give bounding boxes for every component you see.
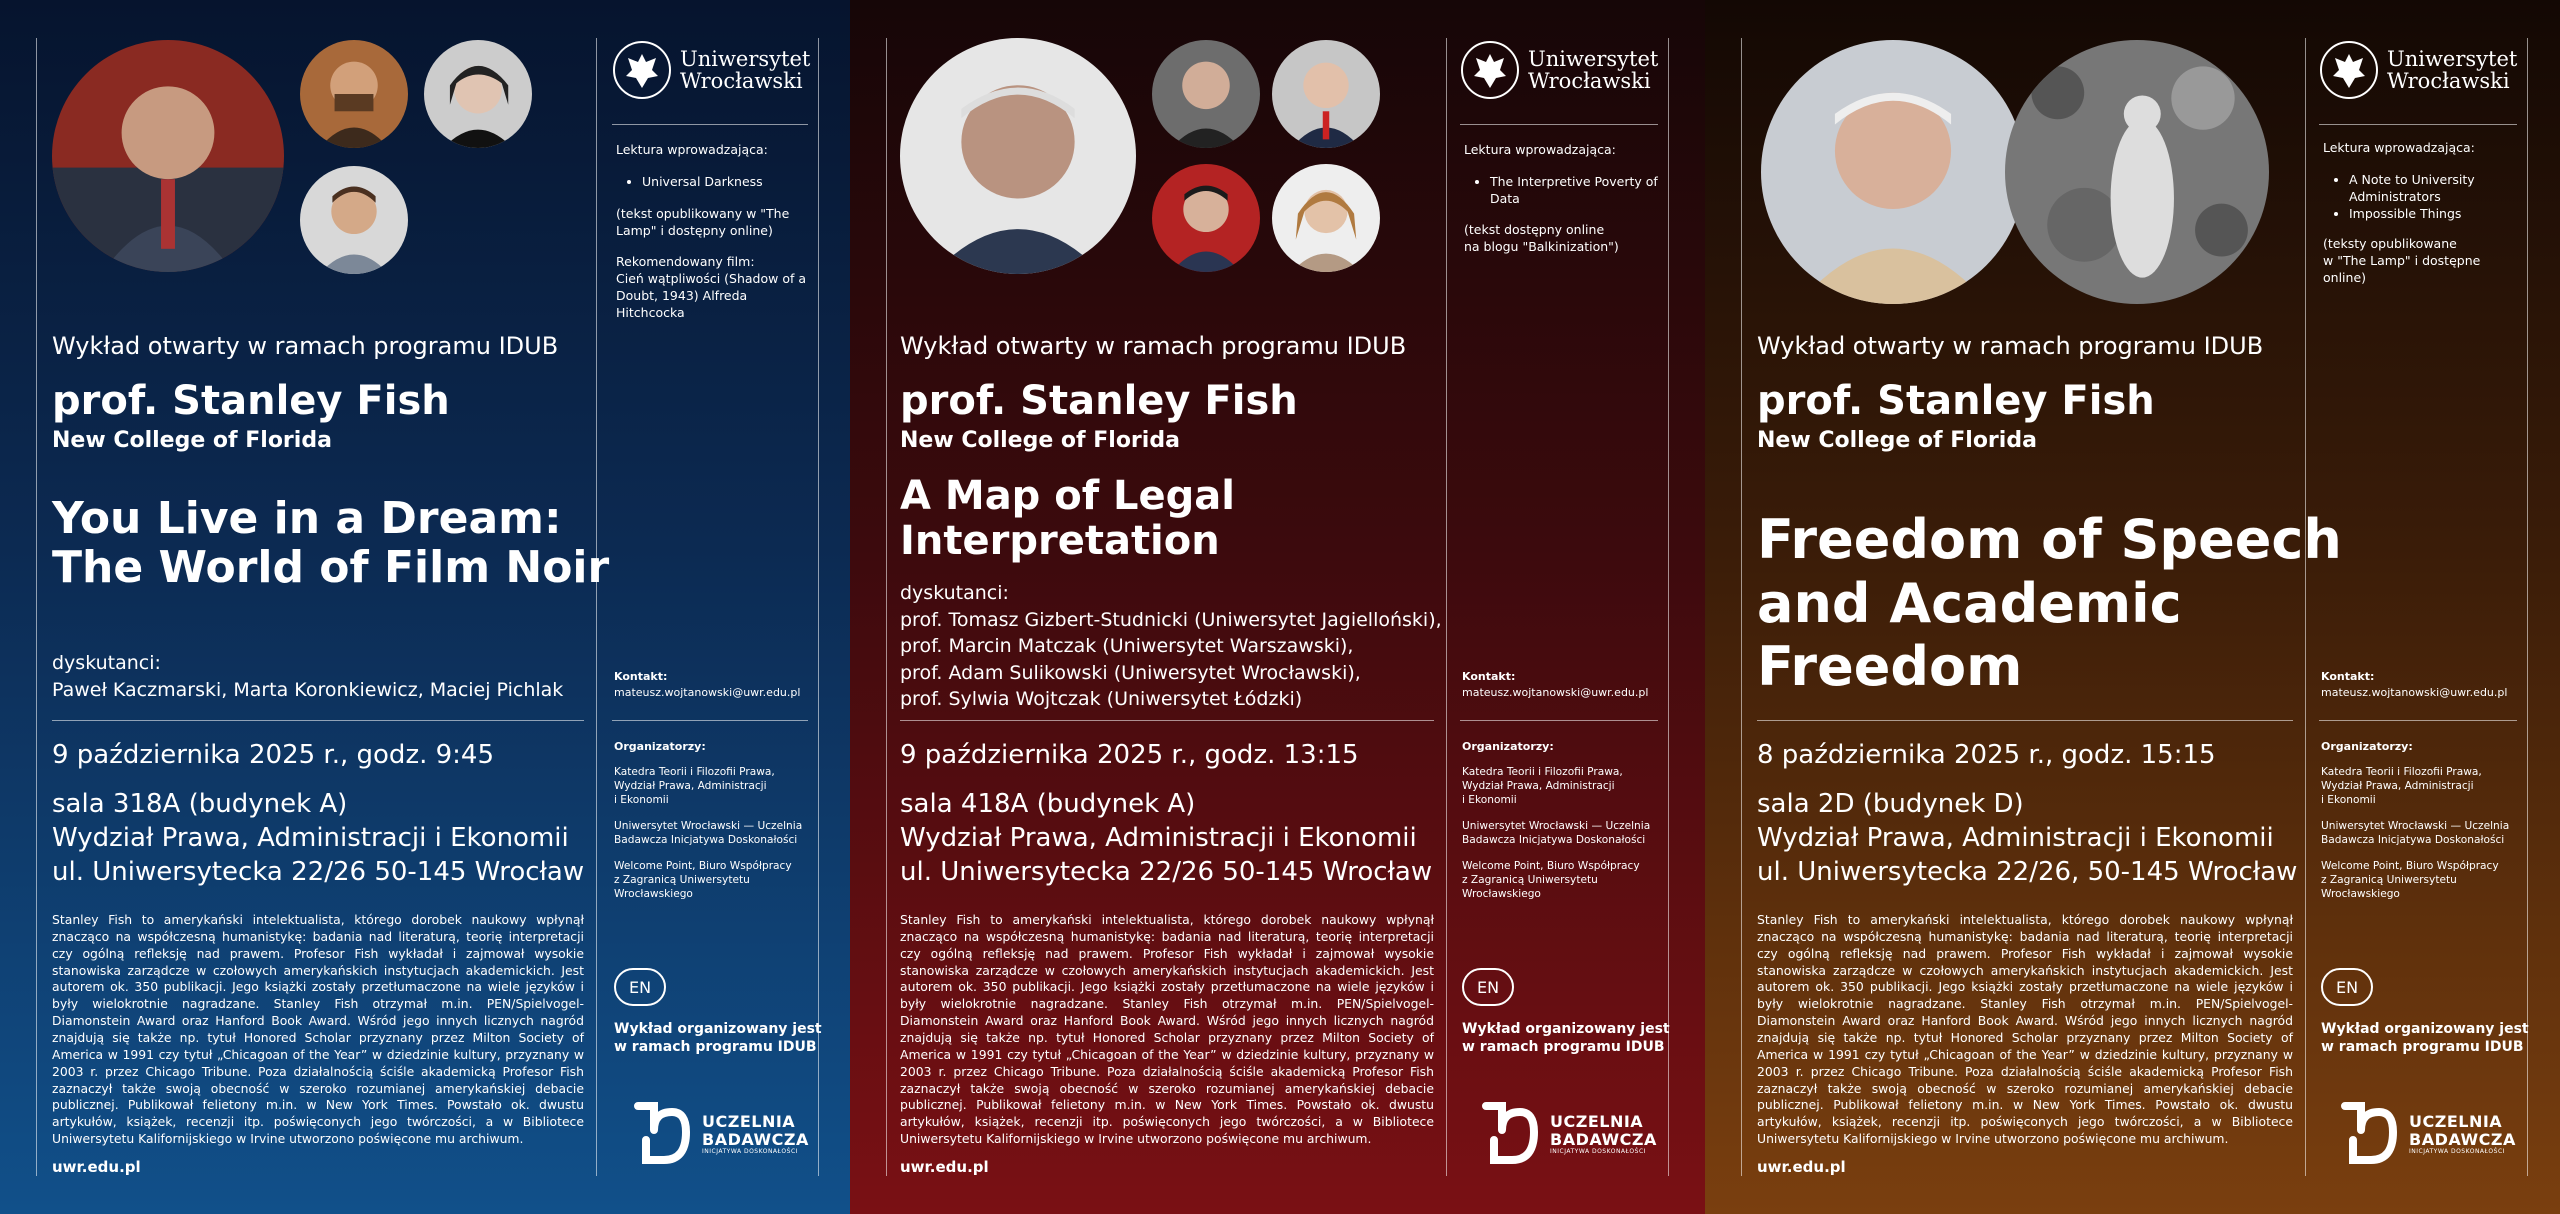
- lecture-title-line-3: Freedom: [1757, 635, 2023, 699]
- reading-item: • A Note to University Administrators: [2349, 172, 2519, 206]
- poster-film-noir: [0, 0, 850, 1214]
- speaker-college: New College of Florida: [52, 428, 332, 453]
- university-name-1: Uniwersytet: [1528, 46, 1659, 71]
- university-logo: [612, 40, 810, 100]
- discussant-photo-2: [424, 40, 532, 148]
- reading-label: Lektura wprowadzająca:: [2323, 140, 2475, 155]
- divider-center: [596, 38, 597, 1176]
- contact-label: Kontakt:: [1462, 670, 1516, 683]
- divider-left: [886, 38, 887, 1176]
- discussant-photo-3: [300, 166, 408, 274]
- university-name-2: Wrocławski: [1528, 69, 1651, 93]
- eagle-icon: [2319, 40, 2379, 100]
- eagle-icon: [1460, 40, 1520, 100]
- organizer-item: Welcome Point, Biuro Współpracy z Zagranicą Uniwersytetu Wrocławskiego: [2321, 860, 2499, 900]
- contact-email[interactable]: mateusz.wojtanowski@uwr.edu.pl: [1462, 686, 1649, 699]
- poster-legal-interpretation: [850, 0, 1705, 1214]
- idub-mark-icon: [1478, 1100, 1540, 1168]
- venue-faculty: Wydział Prawa, Administracji i Ekonomii: [1757, 822, 2274, 853]
- organized-note: [1462, 1020, 1670, 1056]
- university-logo: [2319, 40, 2517, 100]
- organized-note: [614, 1020, 822, 1056]
- idub-logo: [2337, 1100, 2516, 1168]
- discussant-photo-3: [1152, 164, 1260, 272]
- venue-address: ul. Uniwersytecka 22/26 50-145 Wrocław: [52, 856, 585, 887]
- organizer-item: Uniwersytet Wrocławski — Uczelnia Badawcza Inicjatywa Doskonałości: [614, 820, 803, 846]
- lecture-title-line-1: Freedom of Speech: [1757, 508, 2342, 571]
- organized-line-2: w ramach programu IDUB: [614, 1039, 817, 1056]
- university-logo: [1460, 40, 1658, 100]
- idub-mark-icon: [2337, 1100, 2399, 1168]
- contact-email[interactable]: mateusz.wojtanowski@uwr.edu.pl: [2321, 686, 2508, 699]
- film-note: Rekomendowany film: Cień wątpliwości (Shadow of a Doubt, 1943) Alfreda Hitchcocka: [616, 254, 807, 320]
- university-name-2: Wrocławski: [2387, 69, 2510, 93]
- idub-line-1: UCZELNIA: [1550, 1111, 1644, 1131]
- venue-faculty: Wydział Prawa, Administracji i Ekonomii: [52, 822, 569, 853]
- discussants-label: dyskutanci:: [900, 582, 1009, 604]
- lecture-date: 9 października 2025 r., godz. 9:45: [52, 740, 494, 770]
- speaker-bio: Stanley Fish to amerykański intelektualista, którego dorobek naukowy wpłynął znacząco na współczesną humanistykę: badania nad literaturą, teorię interpretacji czy ogólną refleksję nad prawem. Profesor Fish wykładał i zajmował wysokie stanowiska zarządcze w czołowych amerykańskich instytucjach akademickich. Jest autorem ok. 350 publikacji. Jego książki zostały przetłumaczone na wiele języków i były wielokrotnie nagradzane. Stanley Fish otrzymał m.in. PEN/Spielvogel-Diamonstein Award oraz Hanford Book Award. Wśród jego innych licznych nagród znajdują się także np. tytuł Honored Scholar przyznany przez Milton Society of America w 1991 czy tytuł „Chicagoan of the Year” w dziedzinie kultury, przyznany w 2003 r. przez Chicago Tribune. Poza działalnością ściśle akademicką Profesor Fish zaznaczył także swoją obecność w szeroko rozumianej amerykańskiej debacie publicznej. Publikował felietony m.in. w New York Times. Powstało ok. dwustu artykułów, książek, recenzji itp. poświęconych jego twórczości, a w Bibliotece Uniwersytetu Kalifornijskiego w Irvine utworzono poświęcone mu archiwum.: [900, 912, 1434, 1147]
- university-name-2: Wrocławski: [680, 69, 803, 93]
- sidebar-divider-2: [2319, 720, 2517, 721]
- sidebar-divider: [612, 124, 808, 125]
- venue-room: sala 418A (budynek A): [900, 789, 1196, 819]
- idub-subtitle: INICJATYWA DOSKONAŁOŚCI: [702, 1148, 798, 1156]
- discussants-label: dyskutanci:: [52, 652, 161, 674]
- reading-label: Lektura wprowadzająca:: [1464, 142, 1616, 157]
- discussant-line: prof. Sylwia Wojtczak (Uniwersytet Łódzki): [900, 688, 1303, 711]
- lecture-date: 8 października 2025 r., godz. 15:15: [1757, 740, 2216, 770]
- speaker-bio: Stanley Fish to amerykański intelektualista, którego dorobek naukowy wpłynął znacząco na współczesną humanistykę: badania nad literaturą, teorię interpretacji czy ogólną refleksję nad prawem. Profesor Fish wykładał i zajmował wysokie stanowiska zarządcze w czołowych amerykańskich instytucjach akademickich. Jest autorem ok. 350 publikacji. Jego książki zostały przetłumaczone na wiele języków i były wielokrotnie nagradzane. Stanley Fish otrzymał m.in. PEN/Spielvogel-Diamonstein Award oraz Hanford Book Award. Wśród jego innych licznych nagród znajdują się także np. tytuł Honored Scholar przyznany przez Milton Society of America w 1991 czy tytuł „Chicagoan of the Year” w dziedzinie kultury, przyznany w 2003 r. przez Chicago Tribune. Poza działalnością ściśle akademicką Profesor Fish zaznaczył także swoją obecność w szeroko rozumianej amerykańskiej debacie publicznej. Publikował felietony m.in. w New York Times. Powstało ok. dwustu artykułów, książek, recenzji itp. poświęconych jego twórczości, a w Bibliotece Uniwersytetu Kalifornijskiego w Irvine utworzono poświęcone mu archiwum.: [1757, 912, 2293, 1147]
- idub-line-1: UCZELNIA: [702, 1111, 796, 1131]
- artwork-photo: [2005, 40, 2269, 304]
- venue-room: sala 318A (budynek A): [52, 789, 348, 819]
- discussant-line: prof. Adam Sulikowski (Uniwersytet Wrocławski),: [900, 661, 1361, 684]
- lecture-title: [52, 494, 609, 593]
- discussant-line: Paweł Kaczmarski, Marta Koronkiewicz, Maciej Pichlak: [52, 678, 564, 701]
- discussant-line: prof. Tomasz Gizbert-Studnicki (Uniwersytet Jagielloński),: [900, 608, 1442, 631]
- reading-list: [1464, 174, 1660, 208]
- reading-item: • Impossible Things: [2349, 206, 2519, 223]
- sidebar-divider-2: [1460, 720, 1658, 721]
- speaker-college: New College of Florida: [900, 428, 1180, 453]
- idub-line-2: BADAWCZA: [2409, 1129, 2516, 1149]
- section-divider: [900, 720, 1434, 721]
- language-badge: EN: [1462, 968, 1514, 1006]
- intro-text: Wykład otwarty w ramach programu IDUB: [1757, 332, 2264, 360]
- organizer-item: Katedra Teorii i Filozofii Prawa, Wydział Prawa, Administracji i Ekonomii: [2321, 766, 2482, 806]
- organizer-item: Uniwersytet Wrocławski — Uczelnia Badawcza Inicjatywa Doskonałości: [2321, 820, 2510, 846]
- organized-line-2: w ramach programu IDUB: [1462, 1039, 1665, 1056]
- sidebar-divider: [1460, 124, 1658, 125]
- divider-left: [1741, 38, 1742, 1176]
- lecture-title-line-1: A Map of Legal: [900, 473, 1235, 519]
- language-badge: EN: [2321, 968, 2373, 1006]
- lecture-title-line-2: The World of Film Noir: [52, 542, 610, 594]
- lecture-venue: [52, 788, 584, 889]
- organizers-label: Organizatorzy:: [1462, 740, 1554, 753]
- speaker-name: prof. Stanley Fish: [52, 378, 450, 424]
- idub-mark-icon: [630, 1100, 692, 1168]
- divider-right: [2527, 38, 2528, 1176]
- poster-freedom-of-speech: [1705, 0, 2560, 1214]
- contact-email[interactable]: mateusz.wojtanowski@uwr.edu.pl: [614, 686, 801, 699]
- website-link[interactable]: uwr.edu.pl: [1757, 1158, 1846, 1176]
- lecture-title: [900, 474, 1235, 564]
- lecture-venue: [900, 788, 1432, 889]
- website-link[interactable]: uwr.edu.pl: [52, 1158, 141, 1176]
- venue-address: ul. Uniwersytecka 22/26 50-145 Wrocław: [900, 856, 1433, 887]
- reading-list: [2323, 172, 2519, 223]
- sidebar-divider-2: [612, 720, 808, 721]
- discussant-line: prof. Marcin Matczak (Uniwersytet Warszawski),: [900, 635, 1354, 658]
- divider-center: [1446, 38, 1447, 1176]
- intro-text: Wykład otwarty w ramach programu IDUB: [52, 332, 559, 360]
- university-name-1: Uniwersytet: [680, 46, 811, 71]
- lecture-title-line-1: You Live in a Dream:: [52, 493, 562, 544]
- intro-text: Wykład otwarty w ramach programu IDUB: [900, 332, 1407, 360]
- reading-item: • Universal Darkness: [642, 174, 806, 191]
- reading-item: • The Interpretive Poverty of Data: [1490, 174, 1660, 208]
- divider-left: [36, 38, 37, 1176]
- organized-line-2: w ramach programu IDUB: [2321, 1039, 2524, 1056]
- idub-subtitle: INICJATYWA DOSKONAŁOŚCI: [2409, 1148, 2505, 1156]
- discussant-photo-2: [1272, 40, 1380, 148]
- organizer-item: Uniwersytet Wrocławski — Uczelnia Badawcza Inicjatywa Doskonałości: [1462, 820, 1651, 846]
- venue-room: sala 2D (budynek D): [1757, 789, 2024, 819]
- reading-label: Lektura wprowadzająca:: [616, 142, 768, 157]
- divider-right: [1668, 38, 1669, 1176]
- organized-line-1: Wykład organizowany jest: [2321, 1021, 2529, 1037]
- reading-note: (tekst dostępny online na blogu "Balkinization"): [1464, 222, 1619, 254]
- organized-note: [2321, 1020, 2529, 1056]
- idub-logo: [1478, 1100, 1657, 1168]
- lecture-venue: [1757, 788, 2297, 889]
- idub-line-1: UCZELNIA: [2409, 1111, 2503, 1131]
- discussants-block: [900, 580, 1442, 713]
- university-name-1: Uniwersytet: [2387, 46, 2518, 71]
- reading-note: (teksty opublikowane w "The Lamp" i dostępne online): [2323, 236, 2481, 285]
- idub-line-2: BADAWCZA: [702, 1129, 809, 1149]
- venue-address: ul. Uniwersytecka 22/26, 50-145 Wrocław: [1757, 856, 2298, 887]
- speaker-photo: [900, 38, 1136, 274]
- venue-faculty: Wydział Prawa, Administracji i Ekonomii: [900, 822, 1417, 853]
- organized-line-1: Wykład organizowany jest: [1462, 1021, 1670, 1037]
- lecture-title-line-2: Interpretation: [900, 517, 1220, 564]
- organizer-item: Katedra Teorii i Filozofii Prawa, Wydział Prawa, Administracji i Ekonomii: [1462, 766, 1623, 806]
- eagle-icon: [612, 40, 672, 100]
- lecture-date: 9 października 2025 r., godz. 13:15: [900, 740, 1359, 770]
- reading-note: (tekst opublikowany w "The Lamp" i dostępny online): [616, 206, 790, 238]
- speaker-photo: [1761, 40, 2025, 304]
- organizers-label: Organizatorzy:: [614, 740, 706, 753]
- speaker-name: prof. Stanley Fish: [1757, 378, 2155, 424]
- speaker-photo: [52, 40, 284, 272]
- idub-line-2: BADAWCZA: [1550, 1129, 1657, 1149]
- reading-list: [616, 174, 806, 191]
- sidebar-divider: [2319, 124, 2517, 125]
- divider-right: [818, 38, 819, 1176]
- contact-label: Kontakt:: [2321, 670, 2375, 683]
- idub-subtitle: INICJATYWA DOSKONAŁOŚCI: [1550, 1148, 1646, 1156]
- organizer-item: Welcome Point, Biuro Współpracy z Zagranicą Uniwersytetu Wrocławskiego: [1462, 860, 1640, 900]
- idub-logo: [630, 1100, 809, 1168]
- speaker-college: New College of Florida: [1757, 428, 2037, 453]
- lecture-title: [1757, 508, 2342, 699]
- organizers-label: Organizatorzy:: [2321, 740, 2413, 753]
- discussant-photo-1: [1152, 40, 1260, 148]
- discussants-block: [52, 650, 563, 703]
- discussant-photo-1: [300, 40, 408, 148]
- contact-label: Kontakt:: [614, 670, 668, 683]
- section-divider: [1757, 720, 2293, 721]
- organizer-item: Welcome Point, Biuro Współpracy z Zagranicą Uniwersytetu Wrocławskiego: [614, 860, 792, 900]
- section-divider: [52, 720, 584, 721]
- language-badge: EN: [614, 968, 666, 1006]
- organized-line-1: Wykład organizowany jest: [614, 1021, 822, 1037]
- discussant-photo-4: [1272, 164, 1380, 272]
- website-link[interactable]: uwr.edu.pl: [900, 1158, 989, 1176]
- speaker-bio: Stanley Fish to amerykański intelektualista, którego dorobek naukowy wpłynął znacząco na współczesną humanistykę: badania nad literaturą, teorię interpretacji czy ogólną refleksję nad prawem. Profesor Fish wykładał i zajmował wysokie stanowiska zarządcze w czołowych amerykańskich instytucjach akademickich. Jest autorem ok. 350 publikacji. Jego książki zostały przetłumaczone na wiele języków i były wielokrotnie nagradzane. Stanley Fish otrzymał m.in. PEN/Spielvogel-Diamonstein Award oraz Hanford Book Award. Wśród jego innych licznych nagród znajdują się także np. tytuł Honored Scholar przyznany przez Milton Society of America w 1991 czy tytuł „Chicagoan of the Year” w dziedzinie kultury, przyznany w 2003 r. przez Chicago Tribune. Poza działalnością ściśle akademicką Profesor Fish zaznaczył także swoją obecność w szeroko rozumianej amerykańskiej debacie publicznej. Publikował felietony m.in. w New York Times. Powstało ok. dwustu artykułów, książek, recenzji itp. poświęconych jego twórczości, a w Bibliotece Uniwersytetu Kalifornijskiego w Irvine utworzono poświęcone mu archiwum.: [52, 912, 584, 1147]
- organizer-item: Katedra Teorii i Filozofii Prawa, Wydział Prawa, Administracji i Ekonomii: [614, 766, 775, 806]
- speaker-name: prof. Stanley Fish: [900, 378, 1298, 424]
- lecture-title-line-2: and Academic: [1757, 571, 2182, 635]
